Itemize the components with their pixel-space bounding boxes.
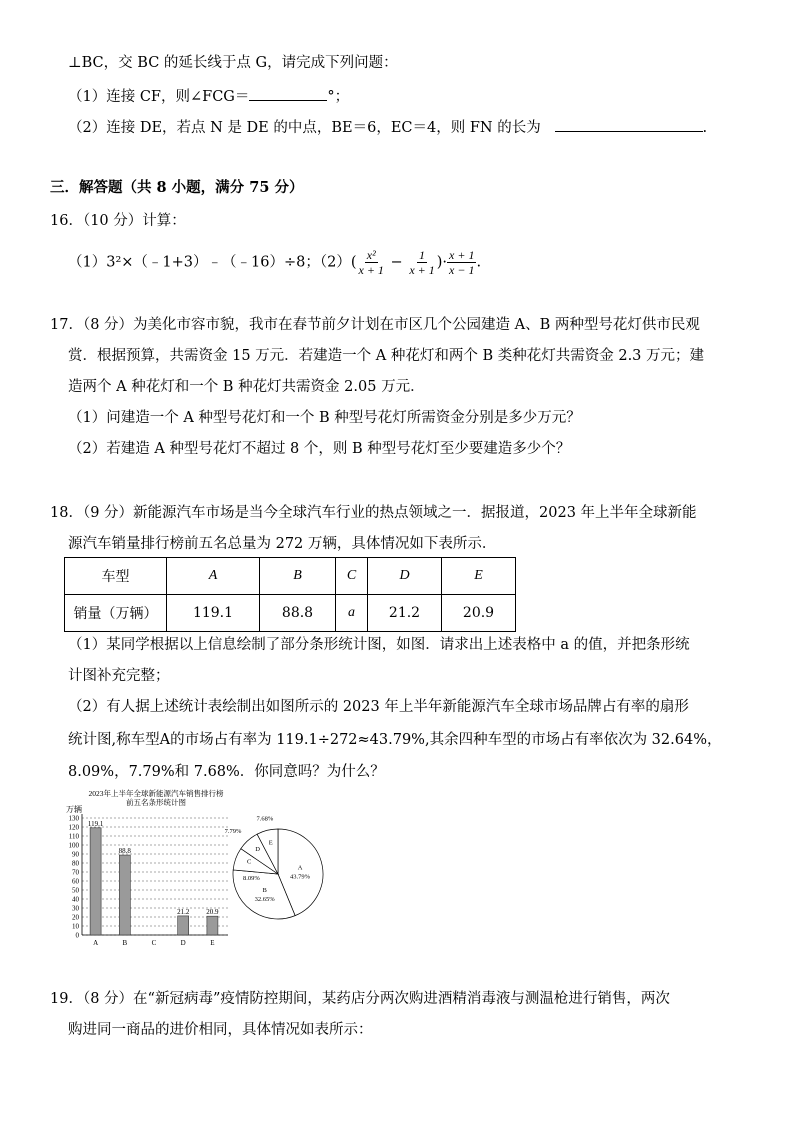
q15-part2-text: （2）连接 DE，若点 N 是 DE 的中点，BE＝6，EC＝4，则 FN 的长为 (68, 120, 541, 136)
tick-label: 100 (68, 841, 79, 850)
table-cell: 销量（万辆） (65, 595, 167, 632)
paren-open: ( (350, 254, 357, 271)
slice-value-label: 43.79% (290, 873, 311, 881)
table-cell: 20.9 (442, 595, 516, 632)
answer-blank[interactable] (555, 117, 703, 132)
bar (207, 916, 218, 935)
q16-part1 (68, 248, 481, 277)
tick-label: 70 (72, 868, 79, 877)
table-row (65, 558, 516, 595)
chart-title: 2023年上半年全球新能源汽车销售排行榜 (88, 789, 224, 798)
tick-label: 120 (68, 823, 79, 832)
data-label: 119.1 (87, 819, 104, 828)
table-cell: 119.1 (167, 595, 260, 632)
category-label: C (151, 939, 157, 947)
answer-blank[interactable] (249, 86, 327, 101)
table-cell: D (368, 558, 442, 595)
data-label: 88.8 (118, 847, 131, 856)
period: . (476, 254, 482, 271)
minus-sign: − (385, 254, 408, 271)
tick-label: 110 (68, 832, 79, 841)
slice-value-label: 8.09% (243, 875, 260, 882)
slice-label: E (268, 839, 273, 847)
q17-line3: 造两个 A 种花灯和一个 B 种花灯共需资金 2.05 万元． (68, 379, 425, 395)
q17-line1: 17．（8 分）为美化市容市貌，我市在春节前夕计划在市区几个公园建造 A、B 两种型号花灯供市民观 (50, 317, 700, 333)
y-axis-label: 万辆 (66, 805, 82, 814)
table-cell: a (336, 595, 368, 632)
category-label: A (93, 939, 99, 947)
table-cell: A (167, 558, 260, 595)
slice-value-label: 7.79% (225, 827, 242, 835)
q18-line2: 源汽车销量排行榜前五名总量为 272 万辆，具体情况如下表所示． (68, 536, 497, 552)
q15-line1: ⊥BC，交 BC 的延长线于点 G，请完成下列问题： (68, 55, 398, 71)
slice-label: A (297, 864, 303, 872)
tick-label: 30 (72, 904, 79, 913)
tick-label: 0 (75, 931, 79, 940)
q17-part1: （1）问建造一个 A 种型号花灯和一个 B 种型号花灯所需资金分别是多少万元？ (68, 410, 581, 426)
slice-label: D (255, 846, 261, 854)
q19-line2: 购进同一商品的进价相同，具体情况如表所示： (68, 1022, 373, 1038)
data-label: 20.9 (206, 908, 219, 917)
q16-expression: （1）3²×（﹣1+3）﹣（﹣16）÷8；（2） (68, 254, 351, 271)
data-label: 21.2 (177, 907, 190, 916)
bar (119, 855, 130, 935)
chart-subtitle: 前五名条形统计图 (126, 798, 186, 807)
q18-part2c: 8.09%，7.79%和 7.68%．你同意吗？为什么？ (68, 764, 385, 780)
slice-label: B (262, 887, 267, 895)
slice-label: C (247, 858, 252, 866)
bar (178, 916, 189, 935)
fraction-1: $\frac{\text{x²}}{x + 1}$ (358, 248, 384, 277)
q16-head: 16．（10 分）计算： (50, 213, 186, 229)
bar (90, 828, 101, 935)
sales-table (64, 557, 516, 632)
tick-label: 130 (68, 814, 79, 823)
table-cell: B (260, 558, 336, 595)
q17-line2: 赏．根据预算，共需资金 15 万元．若建造一个 A 种花灯和两个 B 类种花灯共需资金 2.3 万元；建 (68, 348, 705, 364)
q18-line1: 18．（9 分）新能源汽车市场是当今全球汽车行业的热点领域之一．据报道，2023 年上半年全球新能 (50, 505, 697, 521)
q18-part2b: 统计图,称车型A的市场占有率为 119.1÷272≈43.79%,其余四种车型的市场占有率依次为 32.64%， (68, 732, 722, 748)
category-label: E (210, 939, 215, 947)
slice-value-label: 32.65% (254, 896, 275, 904)
q19-line1: 19．（8 分）在“新冠病毒”疫情防控期间，某药店分两次购进酒精消毒液与测温枪进行销售，两次 (50, 991, 670, 1007)
tick-label: 40 (72, 895, 79, 904)
q15-part1-unit: °； (327, 89, 350, 105)
q15-part2-end: . (702, 120, 708, 136)
fraction-2: $\frac{1}{x + 1}$ (409, 248, 435, 277)
table-cell: E (442, 558, 516, 595)
tick-label: 10 (72, 922, 79, 931)
slice-value-label: 7.68% (256, 815, 274, 823)
q18-part2a: （2）有人据上述统计表绘制出如图所示的 2023 年上半年新能源汽车全球市场品牌占有率的扇形 (68, 699, 689, 715)
category-label: B (122, 939, 128, 947)
q18-part1b: 计图补充完整； (68, 668, 170, 684)
pie-chart (225, 815, 335, 925)
q17-part2: （2）若建造 A 种型号花灯不超过 8 个，则 B 种型号花灯至少要建造多少个？ (68, 441, 571, 457)
table-cell: C (336, 558, 368, 595)
section-title: 三．解答题（共 8 小题，满分 75 分） (50, 179, 304, 196)
fraction-3: $\frac{x + 1}{x - 1}$ (449, 248, 475, 277)
q15-part1 (68, 86, 349, 107)
tick-label: 90 (72, 850, 79, 859)
tick-label: 60 (72, 877, 79, 886)
category-label: D (180, 939, 186, 947)
table-cell: 88.8 (260, 595, 336, 632)
table-cell: 21.2 (368, 595, 442, 632)
q15-part2 (68, 117, 707, 138)
q15-part1-text: （1）连接 CF，则∠FCG＝ (68, 89, 250, 105)
table-cell: 车型 (65, 558, 167, 595)
table-row (65, 595, 516, 632)
paren-close: )· (436, 254, 448, 271)
tick-label: 20 (72, 913, 79, 922)
tick-label: 80 (72, 859, 79, 868)
tick-label: 50 (72, 886, 79, 895)
bar-chart (60, 785, 230, 950)
q18-part1a: （1）某同学根据以上信息绘制了部分条形统计图，如图．请求出上述表格中 a 的值，并把条形统 (68, 637, 690, 653)
